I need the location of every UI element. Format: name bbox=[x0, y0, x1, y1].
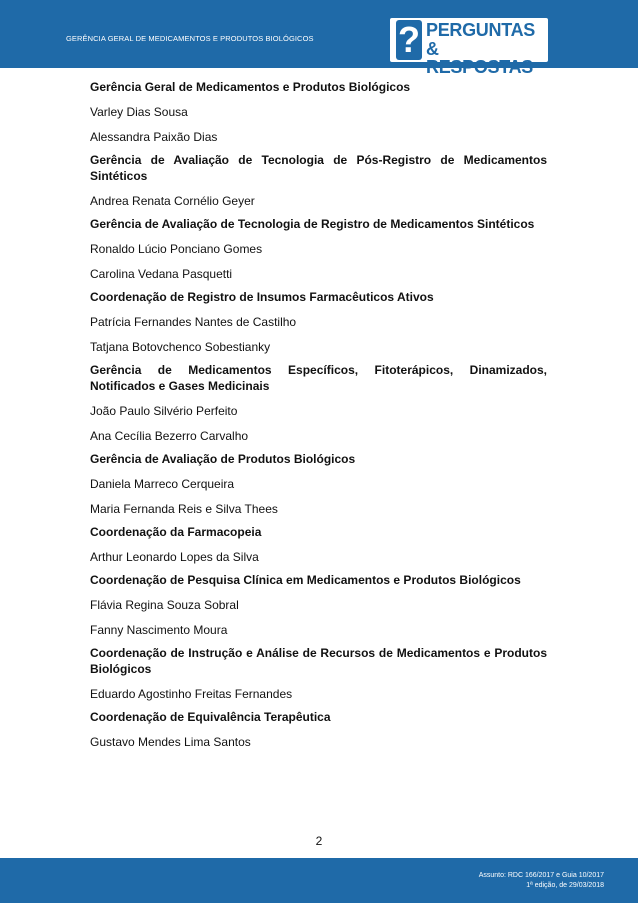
staff-name: Varley Dias Sousa bbox=[90, 105, 188, 119]
question-mark-icon: ? bbox=[398, 19, 420, 60]
section-heading: Coordenação da Farmacopeia bbox=[90, 525, 262, 539]
staff-name: Andrea Renata Cornélio Geyer bbox=[90, 194, 255, 208]
section-heading: Coordenação de Instrução e Análise de Recursos de Medicamentos e Produtos Biológicos bbox=[90, 646, 547, 676]
staff-name: João Paulo Silvério Perfeito bbox=[90, 404, 238, 418]
staff-name: Carolina Vedana Pasquetti bbox=[90, 267, 233, 281]
staff-name: Alessandra Paixão Dias bbox=[90, 130, 218, 144]
header-title: GERÊNCIA GERAL DE MEDICAMENTOS E PRODUTOS BIOLÓGICOS bbox=[66, 34, 314, 43]
document-body bbox=[90, 76, 547, 754]
page-footer bbox=[0, 858, 638, 903]
staff-name: Patrícia Fernandes Nantes de Castilho bbox=[90, 315, 297, 329]
section-heading: Coordenação de Equivalência Terapêutica bbox=[90, 710, 331, 724]
staff-name: Fanny Nascimento Moura bbox=[90, 623, 228, 637]
section-heading: Gerência de Avaliação de Tecnologia de Registro de Medicamentos Sintéticos bbox=[90, 217, 535, 231]
section-heading: Gerência de Medicamentos Específicos, Fitoterápicos, Dinamizados, Notificados e Gases Medicinais bbox=[90, 363, 547, 393]
logo-text-line1: PERGUNTAS bbox=[426, 20, 535, 40]
logo-text-line2: & RESPOSTAS bbox=[426, 39, 533, 77]
page-header bbox=[0, 0, 638, 77]
perguntas-respostas-logo bbox=[390, 18, 548, 77]
section-heading: Gerência de Avaliação de Produtos Biológicos bbox=[90, 452, 356, 466]
staff-name: Ronaldo Lúcio Ponciano Gomes bbox=[90, 242, 263, 256]
staff-name: Tatjana Botovchenco Sobestianky bbox=[90, 340, 271, 354]
staff-name: Arthur Leonardo Lopes da Silva bbox=[90, 550, 259, 564]
staff-name: Daniela Marreco Cerqueira bbox=[90, 477, 235, 491]
staff-name: Gustavo Mendes Lima Santos bbox=[90, 735, 251, 749]
section-heading: Coordenação de Registro de Insumos Farmacêuticos Ativos bbox=[90, 290, 434, 304]
staff-name: Flávia Regina Souza Sobral bbox=[90, 598, 239, 612]
page-number: 2 bbox=[315, 834, 323, 848]
footer-subject: Assunto: RDC 166/2017 e Guia 10/2017 bbox=[478, 872, 604, 879]
section-heading: Gerência Geral de Medicamentos e Produtos Biológicos bbox=[90, 80, 411, 94]
staff-name: Maria Fernanda Reis e Silva Thees bbox=[90, 502, 278, 516]
footer-edition: 1ª edição, de 29/03/2018 bbox=[526, 882, 604, 889]
section-heading: Gerência de Avaliação de Tecnologia de Pós-Registro de Medicamentos Sintéticos bbox=[90, 153, 547, 183]
section-heading: Coordenação de Pesquisa Clínica em Medicamentos e Produtos Biológicos bbox=[90, 573, 521, 587]
staff-name: Eduardo Agostinho Freitas Fernandes bbox=[90, 687, 293, 701]
staff-name: Ana Cecília Bezerro Carvalho bbox=[90, 429, 249, 443]
